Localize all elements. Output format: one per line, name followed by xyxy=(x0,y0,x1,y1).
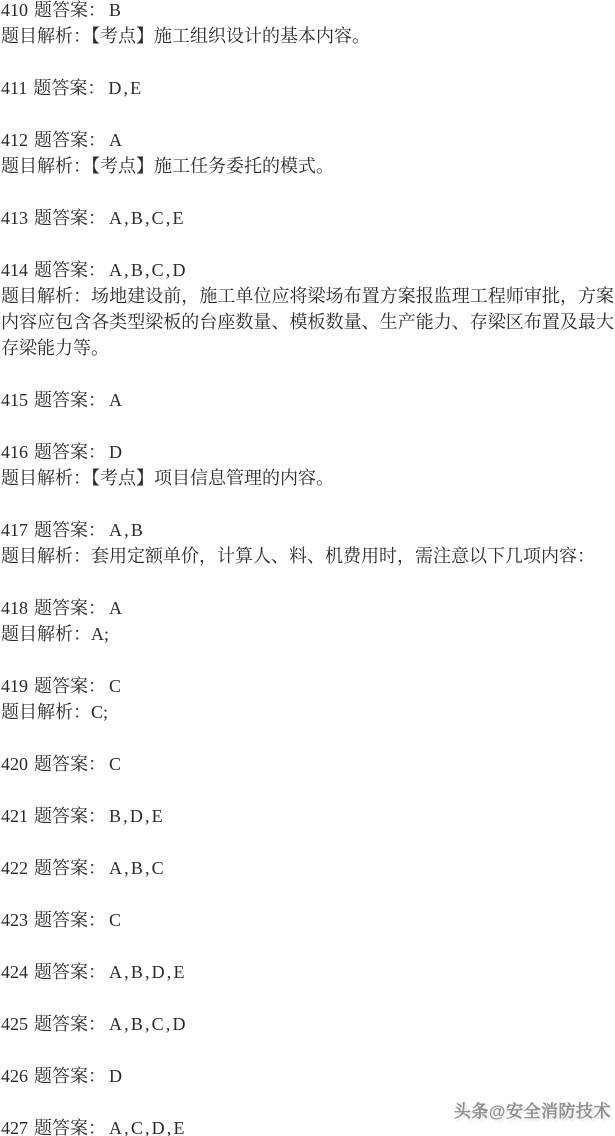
explanation-label: 题目解析： xyxy=(1,624,91,644)
explanation-label: 题目解析： xyxy=(1,702,91,722)
qa-item-418 xyxy=(1,595,614,647)
answer-value: C xyxy=(109,676,124,696)
qa-item-419 xyxy=(1,673,614,725)
answer-label: 题答案： xyxy=(34,598,106,618)
answer-label: 题答案： xyxy=(34,442,106,462)
qa-item-411 xyxy=(1,75,614,101)
answer-line xyxy=(1,205,614,231)
explanation-text: A; xyxy=(91,624,109,644)
question-number: 410 xyxy=(1,0,28,20)
explanation-line xyxy=(1,543,614,569)
answer-value: B,D,E xyxy=(109,806,165,826)
answer-value: A xyxy=(109,130,125,150)
answer-value: C xyxy=(109,754,124,774)
question-number: 417 xyxy=(1,520,28,540)
qa-item-423 xyxy=(1,907,614,933)
explanation-label: 题目解析： xyxy=(1,156,91,176)
explanation-text: 【考点】施工组织设计的基本内容。 xyxy=(91,26,370,46)
answer-label: 题答案： xyxy=(34,1066,106,1086)
qa-item-422 xyxy=(1,855,614,881)
answer-value: D xyxy=(109,442,125,462)
answer-line xyxy=(1,1011,614,1037)
explanation-line xyxy=(1,23,614,49)
answer-label: 题答案： xyxy=(34,208,106,228)
qa-item-416 xyxy=(1,439,614,491)
explanation-text: 套用定额单价，计算人、料、机费用时，需注意以下几项内容： xyxy=(91,546,595,566)
answer-label: 题答案： xyxy=(34,806,106,826)
question-number: 413 xyxy=(1,208,28,228)
answer-line xyxy=(1,751,614,777)
answer-label: 题答案： xyxy=(33,78,106,98)
qa-item-421 xyxy=(1,803,614,829)
answer-label: 题答案： xyxy=(34,754,106,774)
question-number: 423 xyxy=(1,910,28,930)
qa-item-420 xyxy=(1,751,614,777)
answer-line xyxy=(1,439,614,465)
question-number: 414 xyxy=(1,260,28,280)
explanation-line xyxy=(1,621,614,647)
answer-line xyxy=(1,517,614,543)
question-number: 415 xyxy=(1,390,28,410)
explanation-line xyxy=(1,699,614,725)
answer-line xyxy=(1,75,614,101)
answer-value: A,B,C,D xyxy=(109,260,188,280)
question-number: 412 xyxy=(1,130,28,150)
qa-item-424 xyxy=(1,959,614,985)
question-number: 422 xyxy=(1,858,28,878)
answer-label: 题答案： xyxy=(34,0,106,20)
explanation-text: 【考点】项目信息管理的内容。 xyxy=(91,468,334,488)
qa-item-417 xyxy=(1,517,614,569)
answer-label: 题答案： xyxy=(34,520,106,540)
answer-value: A,B,C,E xyxy=(109,208,186,228)
answer-line xyxy=(1,855,614,881)
question-number: 418 xyxy=(1,598,28,618)
explanation-text: 场地建设前，施工单位应将梁场布置方案报监理工程师审批，方案内容应包含各类型梁板的台座数量、模板数量、生产能力、存梁区布置及最大存梁能力等。 xyxy=(1,286,615,358)
question-number: 427 xyxy=(1,1118,28,1136)
qa-item-426 xyxy=(1,1063,614,1089)
answer-line xyxy=(1,803,614,829)
answer-label: 题答案： xyxy=(34,1118,106,1136)
question-number: 416 xyxy=(1,442,28,462)
explanation-label: 题目解析： xyxy=(1,286,92,306)
answer-line xyxy=(1,673,614,699)
answer-line xyxy=(1,907,614,933)
answer-line xyxy=(1,127,614,153)
answer-value: A,B xyxy=(109,520,145,540)
answer-line xyxy=(1,595,614,621)
question-number: 419 xyxy=(1,676,28,696)
answer-value: A,C,D,E xyxy=(109,1118,187,1136)
qa-item-425 xyxy=(1,1011,614,1037)
answer-value: D,E xyxy=(108,78,144,98)
answer-value: A,B,C,D xyxy=(109,1014,188,1034)
explanation-line xyxy=(1,465,614,491)
answer-value: C xyxy=(109,910,124,930)
explanation-text: 【考点】施工任务委托的模式。 xyxy=(91,156,334,176)
answer-value: D xyxy=(109,1066,125,1086)
answer-value: A,B,D,E xyxy=(109,962,187,982)
explanation-text: C; xyxy=(91,702,109,722)
qa-item-415 xyxy=(1,387,614,413)
explanation-line xyxy=(1,283,614,361)
answer-line xyxy=(1,0,614,23)
answer-line xyxy=(1,1063,614,1089)
answer-value: A,B,C xyxy=(109,858,166,878)
answer-label: 题答案： xyxy=(34,390,106,410)
explanation-line xyxy=(1,153,614,179)
answer-value: A xyxy=(109,390,125,410)
answer-label: 题答案： xyxy=(34,858,106,878)
answer-line xyxy=(1,257,614,283)
question-number: 425 xyxy=(1,1014,28,1034)
explanation-label: 题目解析： xyxy=(1,546,91,566)
answer-label: 题答案： xyxy=(34,910,106,930)
qa-item-413 xyxy=(1,205,614,231)
answer-value: B xyxy=(109,0,124,20)
question-number: 424 xyxy=(1,962,28,982)
answer-label: 题答案： xyxy=(34,260,106,280)
qa-item-412 xyxy=(1,127,614,179)
qa-item-410 xyxy=(1,0,614,49)
question-number: 420 xyxy=(1,754,28,774)
toutiao-watermark: 头条@安全消防技术 xyxy=(453,1102,611,1121)
explanation-label: 题目解析： xyxy=(1,26,91,46)
question-number: 426 xyxy=(1,1066,28,1086)
answer-label: 题答案： xyxy=(34,676,106,696)
answer-label: 题答案： xyxy=(34,962,106,982)
answer-line xyxy=(1,959,614,985)
question-number: 411 xyxy=(1,78,28,98)
answer-value: A xyxy=(109,598,125,618)
qa-item-414 xyxy=(1,257,614,361)
answer-line xyxy=(1,387,614,413)
answer-label: 题答案： xyxy=(34,1014,106,1034)
question-number: 421 xyxy=(1,806,28,826)
answer-label: 题答案： xyxy=(34,130,106,150)
explanation-label: 题目解析： xyxy=(1,468,91,488)
